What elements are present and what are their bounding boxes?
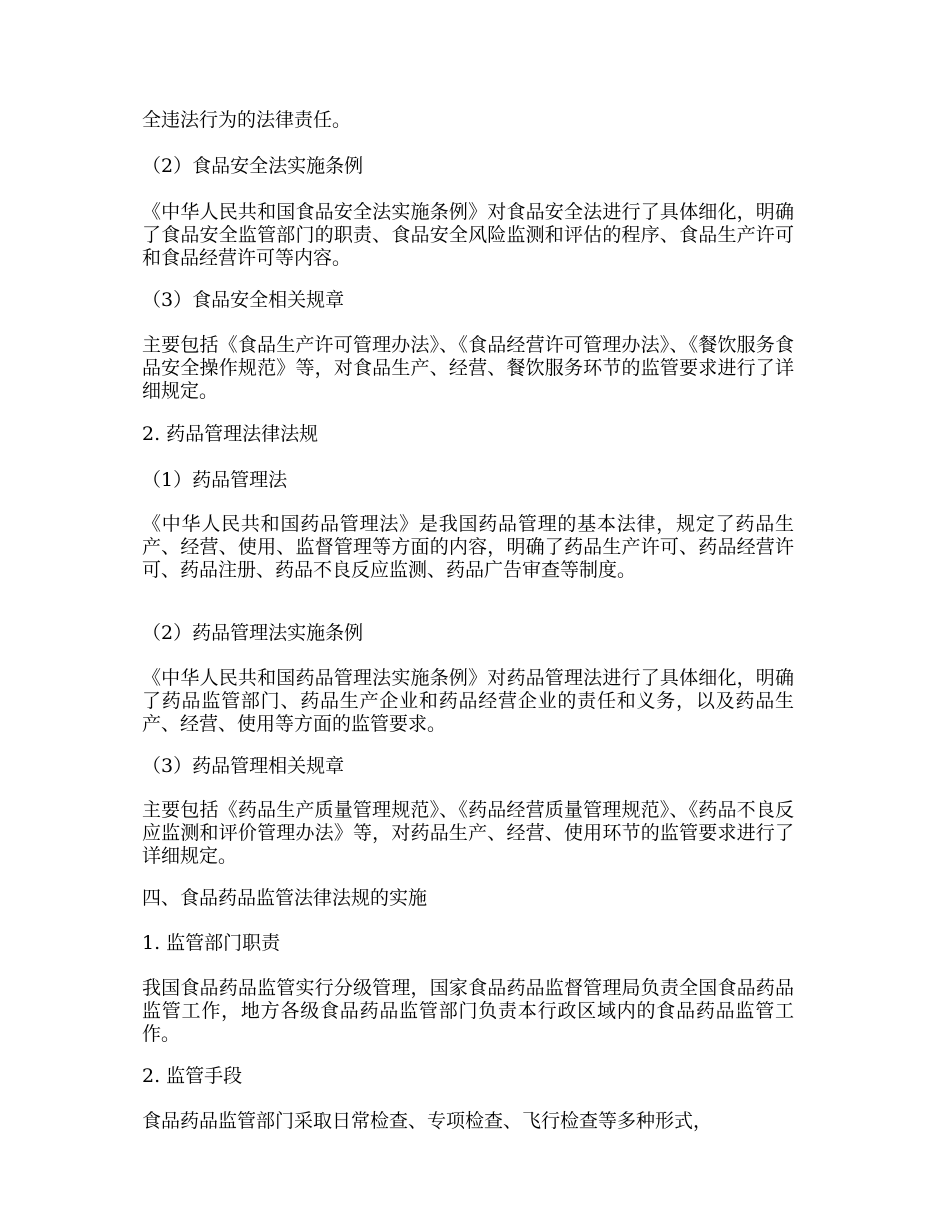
heading-drug-admin-law: （1）药品管理法 (142, 469, 288, 491)
paragraph-drug-admin-regulation: 《中华人民共和国药品管理法实施条例》对药品管理法进行了具体细化，明确了药品监管部门、药品生产企业和药品经营企业的责任和义务，以及药品生产、经营、使用等方面的监管要求。 (142, 667, 794, 735)
paragraph-drug-rules: 主要包括《药品生产质量管理规范》、《药品经营质量管理规范》、《药品不良反应监测和评价管理办法》等，对药品生产、经营、使用环节的监管要求进行了详细规定。 (142, 799, 794, 867)
heading-department-duties: 1. 监管部门职责 (142, 932, 281, 954)
heading-drug-laws: 2. 药品管理法律法规 (142, 423, 319, 445)
heading-drug-admin-regulation: （2）药品管理法实施条例 (142, 622, 364, 644)
paragraph-supervision-means: 食品药品监管部门采取日常检查、专项检查、飞行检查等多种形式， (142, 1110, 713, 1132)
paragraph-food-safety-regulation: 《中华人民共和国食品安全法实施条例》对食品安全法进行了具体细化，明确了食品安全监管部门的职责、食品安全风险监测和评估的程序、食品生产许可和食品经营许可等内容。 (142, 201, 794, 269)
heading-drug-rules: （3）药品管理相关规章 (142, 755, 345, 777)
heading-implementation: 四、食品药品监管法律法规的实施 (142, 887, 428, 909)
heading-supervision-means: 2. 监管手段 (142, 1065, 243, 1087)
paragraph-drug-admin-law: 《中华人民共和国药品管理法》是我国药品管理的基本法律，规定了药品生产、经营、使用、监督管理等方面的内容，明确了药品生产许可、药品经营许可、药品注册、药品不良反应监测、药品广告审查等制度。 (142, 513, 794, 581)
paragraph-continuation: 全违法行为的法律责任。 (142, 109, 352, 131)
paragraph-department-duties: 我国食品药品监管实行分级管理，国家食品药品监督管理局负责全国食品药品监管工作，地方各级食品药品监管部门负责本行政区域内的食品药品监管工作。 (142, 977, 794, 1045)
heading-food-safety-regulation: （2）食品安全法实施条例 (142, 155, 364, 177)
heading-food-safety-rules: （3）食品安全相关规章 (142, 289, 345, 311)
paragraph-food-safety-rules: 主要包括《食品生产许可管理办法》、《食品经营许可管理办法》、《餐饮服务食品安全操作规范》等，对食品生产、经营、餐饮服务环节的监管要求进行了详细规定。 (142, 334, 794, 402)
